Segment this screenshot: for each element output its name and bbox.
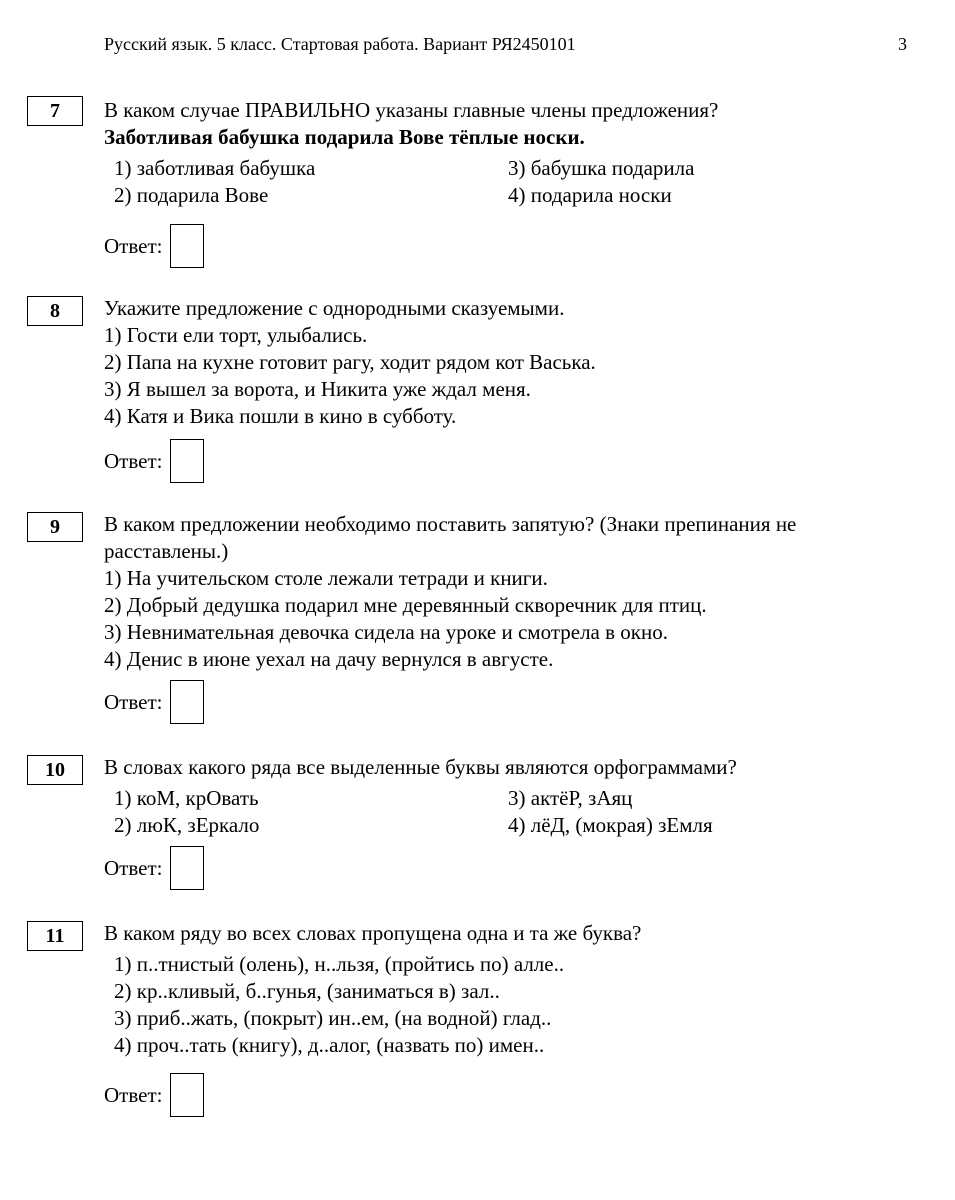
answer-label: Ответ: [104, 233, 163, 258]
task-number-box: 10 [27, 755, 83, 785]
task-body [104, 295, 904, 430]
option-1: 1) заботливая бабушка [114, 156, 316, 180]
option-1: 1) коМ, крОвать [114, 786, 259, 810]
options-list [104, 322, 904, 430]
option-3: 3) Я вышел за ворота, и Никита уже ждал меня. [104, 377, 531, 401]
answer-box[interactable] [170, 439, 204, 483]
answer-label: Ответ: [104, 448, 163, 473]
option-2: 2) кр..кливый, б..гунья, (заниматься в) зал.. [114, 979, 500, 1003]
task-body [104, 97, 904, 209]
example-sentence: Заботливая бабушка подарила Вове тёплые носки. [104, 125, 585, 149]
option-1: 1) п..тнистый (олень), н..льзя, (пройтись по) алле.. [114, 952, 565, 976]
options-grid [104, 785, 904, 839]
options-list [104, 951, 904, 1059]
answer-row [104, 846, 204, 890]
task-number-box: 9 [27, 512, 83, 542]
option-3: 3) бабушка подарила [508, 156, 695, 180]
option-3: 3) актёР, зАяц [508, 786, 633, 810]
option-1: 1) Гости ели торт, улыбались. [104, 323, 368, 347]
option-2: 2) Папа на кухне готовит рагу, ходит рядом кот Васька. [104, 350, 596, 374]
options-grid [104, 155, 904, 209]
answer-label: Ответ: [104, 689, 163, 714]
options-list [104, 565, 904, 673]
option-1: 1) На учительском столе лежали тетради и книги. [104, 566, 548, 590]
option-4: 4) лёД, (мокрая) зЕмля [508, 813, 713, 837]
option-2: 2) Добрый дедушка подарил мне деревянный скворечник для птиц. [104, 593, 707, 617]
answer-box[interactable] [170, 224, 204, 268]
question-text: В каком ряду во всех словах пропущена одна и та же буква? [104, 921, 642, 945]
task-body [104, 511, 904, 673]
answer-label: Ответ: [104, 1082, 163, 1107]
answer-box[interactable] [170, 680, 204, 724]
task-number-box: 7 [27, 96, 83, 126]
option-3: 3) Невнимательная девочка сидела на уроке и смотрела в окно. [104, 620, 668, 644]
page-header: Русский язык. 5 класс. Стартовая работа. Вариант РЯ2450101 [104, 34, 576, 54]
answer-box[interactable] [170, 1073, 204, 1117]
task-body [104, 920, 904, 1059]
question-text: В каком предложении необходимо поставить запятую? (Знаки препинания не расставлены.) [104, 512, 797, 563]
task-number-box: 11 [27, 921, 83, 951]
option-4: 4) Катя и Вика пошли в кино в субботу. [104, 404, 457, 428]
answer-row [104, 680, 204, 724]
answer-row [104, 1073, 204, 1117]
task-number-box: 8 [27, 296, 83, 326]
question-text: В словах какого ряда все выделенные буквы являются орфограммами? [104, 755, 737, 779]
answer-row [104, 439, 204, 483]
answer-label: Ответ: [104, 855, 163, 880]
option-4: 4) Денис в июне уехал на дачу вернулся в августе. [104, 647, 554, 671]
option-3: 3) приб..жать, (покрыт) ин..ем, (на водной) глад.. [114, 1006, 552, 1030]
answer-box[interactable] [170, 846, 204, 890]
option-2: 2) люК, зЕркало [114, 813, 260, 837]
option-4: 4) проч..тать (книгу), д..алог, (назвать по) имен.. [114, 1033, 545, 1057]
answer-row [104, 224, 204, 268]
option-2: 2) подарила Вове [114, 183, 269, 207]
question-text: Укажите предложение с однородными сказуемыми. [104, 296, 565, 320]
page-number: 3 [898, 34, 907, 54]
question-text: В каком случае ПРАВИЛЬНО указаны главные члены предложения? [104, 98, 719, 122]
option-4: 4) подарила носки [508, 183, 672, 207]
task-body [104, 754, 904, 839]
